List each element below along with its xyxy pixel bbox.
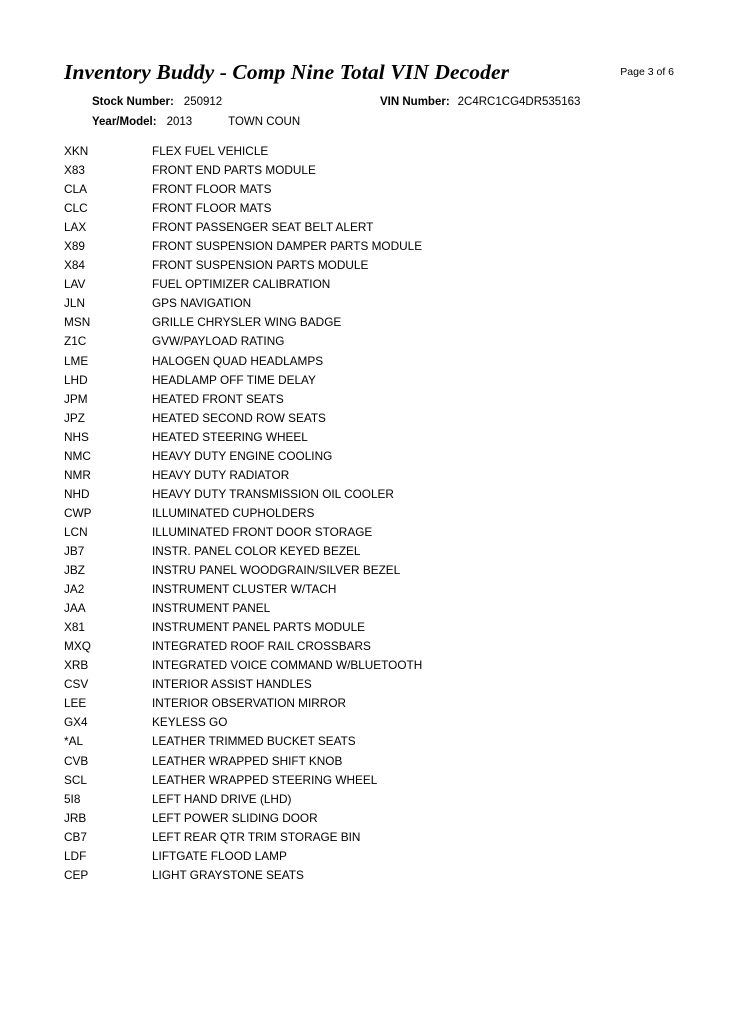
option-code-row [64, 773, 742, 792]
option-description: KEYLESS GO [152, 715, 228, 730]
option-code: GX4 [64, 715, 88, 730]
option-code-row [64, 411, 742, 430]
option-description: GRILLE CHRYSLER WING BADGE [152, 315, 342, 330]
stock-number-value: 250912 [183, 96, 223, 108]
option-description: INTEGRATED VOICE COMMAND W/BLUETOOTH [152, 658, 423, 673]
option-code: NMR [64, 467, 91, 482]
option-code: LCN [64, 524, 88, 539]
option-description: INTERIOR OBSERVATION MIRROR [152, 696, 347, 711]
option-code-row [64, 696, 742, 715]
option-code-row [64, 182, 742, 201]
option-code-row [64, 220, 742, 239]
option-code: X83 [64, 163, 85, 178]
option-description: LEFT REAR QTR TRIM STORAGE BIN [152, 829, 361, 844]
option-code-row [64, 582, 742, 601]
option-code: X84 [64, 258, 85, 273]
stock-number-label: Stock Number: [92, 96, 174, 108]
option-code-row [64, 601, 742, 620]
option-description: HEATED FRONT SEATS [152, 391, 284, 406]
option-code: LHD [64, 372, 88, 387]
option-code-row [64, 639, 742, 658]
option-code-row [64, 468, 742, 487]
option-code: JPZ [64, 410, 85, 425]
option-code: LDF [64, 848, 87, 863]
option-code-row [64, 354, 742, 373]
option-code: JA2 [64, 582, 85, 597]
model-value: TOWN COUN [228, 116, 301, 128]
option-description: HEATED SECOND ROW SEATS [152, 410, 326, 425]
option-code: MXQ [64, 639, 91, 654]
option-description: LIFTGATE FLOOD LAMP [152, 848, 287, 863]
option-description: FRONT PASSENGER SEAT BELT ALERT [152, 220, 374, 235]
year-model-field [92, 116, 300, 128]
option-code: JB7 [64, 543, 85, 558]
option-description: GVW/PAYLOAD RATING [152, 334, 285, 349]
option-description: HEAVY DUTY RADIATOR [152, 467, 290, 482]
option-codes-list [0, 144, 742, 887]
option-code: JLN [64, 296, 85, 311]
option-code-row [64, 373, 742, 392]
option-code-row [64, 544, 742, 563]
option-description: LEFT POWER SLIDING DOOR [152, 810, 318, 825]
option-code: CEP [64, 867, 89, 882]
option-description: INTERIOR ASSIST HANDLES [152, 677, 312, 692]
option-description: ILLUMINATED FRONT DOOR STORAGE [152, 524, 373, 539]
option-code-row [64, 506, 742, 525]
option-code: NHD [64, 486, 90, 501]
option-code-row [64, 620, 742, 639]
option-code-row [64, 258, 742, 277]
option-code: CVB [64, 753, 89, 768]
option-code: XKN [64, 144, 89, 158]
option-code: MSN [64, 315, 91, 330]
option-code-row [64, 449, 742, 468]
option-code-row [64, 658, 742, 677]
option-description: INSTRUMENT CLUSTER W/TACH [152, 582, 337, 597]
page-indicator: Page 3 of 6 [620, 66, 674, 78]
option-description: FRONT END PARTS MODULE [152, 163, 316, 178]
option-code: XRB [64, 658, 89, 673]
option-code-row [64, 677, 742, 696]
option-code-row [64, 715, 742, 734]
option-description: LEATHER WRAPPED STEERING WHEEL [152, 772, 378, 787]
option-description: INSTRUMENT PANEL [152, 601, 271, 616]
option-code-row [64, 811, 742, 830]
option-code: CLC [64, 201, 88, 216]
option-code: JPM [64, 391, 88, 406]
option-code: JAA [64, 601, 86, 616]
page-title: Inventory Buddy - Comp Nine Total VIN Decoder [64, 60, 510, 84]
stock-number-field [92, 96, 222, 108]
option-description: LEATHER TRIMMED BUCKET SEATS [152, 734, 356, 749]
option-code-row [64, 239, 742, 258]
year-model-label: Year/Model: [92, 116, 157, 128]
option-description: INSTR. PANEL COLOR KEYED BEZEL [152, 543, 361, 558]
option-code-row [64, 734, 742, 753]
option-code-row [64, 392, 742, 411]
option-code-row [64, 334, 742, 353]
option-description: FUEL OPTIMIZER CALIBRATION [152, 277, 331, 292]
option-code: SCL [64, 772, 87, 787]
option-code-row [64, 144, 742, 163]
option-code-row [64, 525, 742, 544]
option-code: JBZ [64, 563, 85, 578]
option-description: INTEGRATED ROOF RAIL CROSSBARS [152, 639, 371, 654]
option-code: JRB [64, 810, 87, 825]
vin-number-field [380, 96, 580, 108]
option-code: LEE [64, 696, 87, 711]
option-description: HEAVY DUTY TRANSMISSION OIL COOLER [152, 486, 394, 501]
option-code: NHS [64, 429, 89, 444]
option-description: HALOGEN QUAD HEADLAMPS [152, 353, 324, 368]
option-description: HEATED STEERING WHEEL [152, 429, 308, 444]
option-code: CSV [64, 677, 89, 692]
option-description: INSTRU PANEL WOODGRAIN/SILVER BEZEL [152, 563, 401, 578]
year-value: 2013 [166, 116, 193, 128]
option-description: INSTRUMENT PANEL PARTS MODULE [152, 620, 366, 635]
option-code: CLA [64, 182, 87, 197]
option-code-row [64, 201, 742, 220]
option-code: NMC [64, 448, 91, 463]
option-description: LIGHT GRAYSTONE SEATS [152, 867, 304, 882]
option-description: FRONT SUSPENSION DAMPER PARTS MODULE [152, 239, 423, 254]
option-description: FRONT SUSPENSION PARTS MODULE [152, 258, 369, 273]
vehicle-meta [0, 96, 742, 136]
option-description: ILLUMINATED CUPHOLDERS [152, 505, 315, 520]
option-code-row [64, 849, 742, 868]
option-code: X89 [64, 239, 85, 254]
option-code: LAX [64, 220, 87, 235]
option-code-row [64, 754, 742, 773]
document-page [0, 60, 742, 1020]
vin-number-label: VIN Number: [380, 96, 450, 108]
option-code-row [64, 563, 742, 582]
option-code: 5I8 [64, 791, 81, 806]
option-description: LEATHER WRAPPED SHIFT KNOB [152, 753, 343, 768]
option-code-row [64, 830, 742, 849]
option-description: FRONT FLOOR MATS [152, 201, 272, 216]
option-code: CWP [64, 505, 92, 520]
option-code-row [64, 163, 742, 182]
option-description: HEAVY DUTY ENGINE COOLING [152, 448, 333, 463]
option-description: FLEX FUEL VEHICLE [152, 144, 269, 158]
option-code-row [64, 430, 742, 449]
option-code: Z1C [64, 334, 87, 349]
option-code: LAV [64, 277, 86, 292]
option-code: X81 [64, 620, 85, 635]
option-code-row [64, 868, 742, 887]
option-code: *AL [64, 734, 84, 749]
option-description: LEFT HAND DRIVE (LHD) [152, 791, 292, 806]
option-description: GPS NAVIGATION [152, 296, 252, 311]
option-code-row [64, 277, 742, 296]
option-code-row [64, 487, 742, 506]
option-description: HEADLAMP OFF TIME DELAY [152, 372, 316, 387]
document-header [0, 60, 742, 94]
vin-number-value: 2C4RC1CG4DR535163 [457, 96, 581, 108]
option-code-row [64, 296, 742, 315]
option-description: FRONT FLOOR MATS [152, 182, 272, 197]
option-code: LME [64, 353, 89, 368]
option-code-row [64, 792, 742, 811]
option-code: CB7 [64, 829, 87, 844]
option-code-row [64, 315, 742, 334]
